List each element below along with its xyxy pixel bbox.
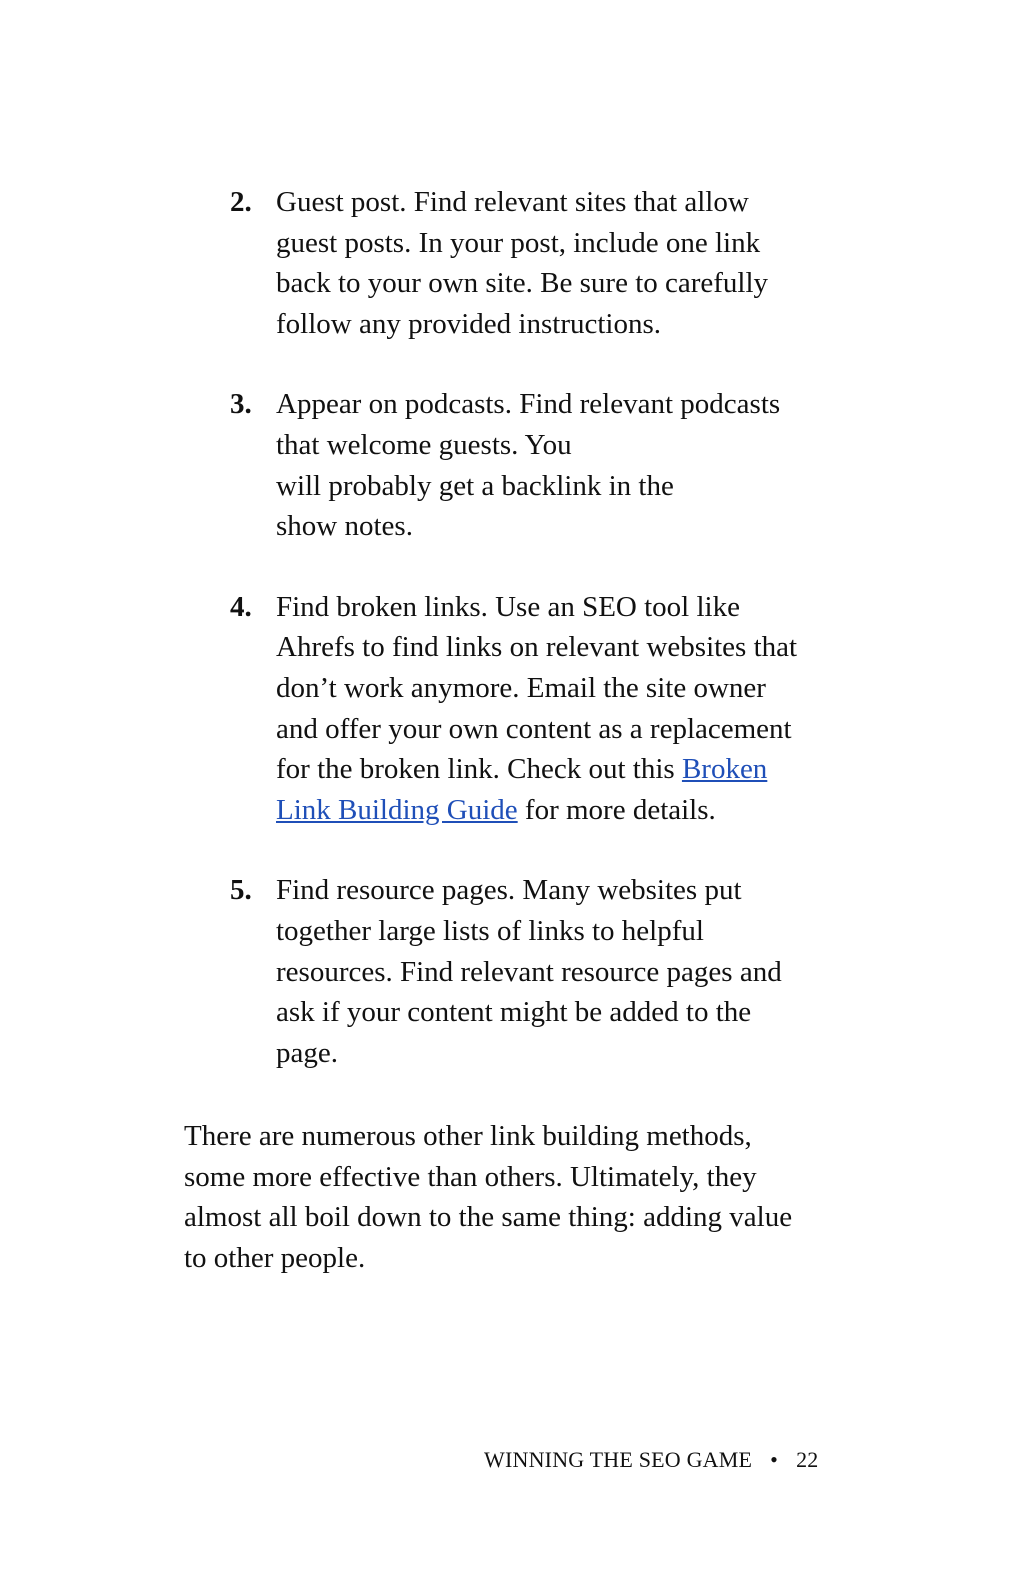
text-line: don’t work anymore. Email the site owner <box>276 671 766 704</box>
text-line: guest posts. In your post, include one link <box>276 226 761 259</box>
text-line: ask if your content might be added to the <box>276 996 752 1029</box>
text-line <box>276 749 850 790</box>
text-line: page. <box>276 1036 338 1069</box>
text-line: that welcome guests. You <box>276 428 572 461</box>
text-line: some more effective than others. Ultimately, they <box>184 1160 757 1193</box>
broken-link-guide-link[interactable]: Broken <box>681 753 768 786</box>
numbered-list <box>230 182 850 1113</box>
list-number: 5. <box>230 874 252 907</box>
text-line: together large lists of links to helpful <box>276 914 704 947</box>
text-line <box>276 790 850 831</box>
closing-paragraph <box>184 1116 864 1278</box>
list-number: 4. <box>230 590 252 623</box>
text-line: Ahrefs to find links on relevant websites that <box>276 631 798 664</box>
text-line: follow any provided instructions. <box>276 307 662 340</box>
text-fragment: for more details. <box>517 793 716 826</box>
list-item-text <box>276 182 850 344</box>
text-line: Find resource pages. Many websites put <box>276 874 742 907</box>
page-footer <box>484 1447 818 1473</box>
text-line: Appear on podcasts. Find relevant podcasts <box>276 388 781 421</box>
text-line: to other people. <box>184 1241 366 1274</box>
text-line: resources. Find relevant resource pages and <box>276 955 782 988</box>
text-line: Guest post. Find relevant sites that allow <box>276 186 749 218</box>
text-line: There are numerous other link building methods, <box>184 1120 752 1152</box>
broken-link-guide-link[interactable]: Link Building Guide <box>276 793 518 826</box>
page-number: 22 <box>796 1447 819 1472</box>
text-line: and offer your own content as a replacement <box>276 712 792 745</box>
text-line: Find broken links. Use an SEO tool like <box>276 590 740 623</box>
list-item <box>230 384 850 546</box>
list-number: 2. <box>230 186 252 218</box>
footer-separator: • <box>770 1447 779 1472</box>
text-line: show notes. <box>276 510 413 543</box>
book-title: WINNING THE SEO GAME <box>484 1447 753 1472</box>
list-item <box>230 182 850 344</box>
list-item-text <box>276 870 850 1073</box>
list-number: 3. <box>230 388 252 421</box>
list-item-text <box>276 587 850 831</box>
list-item <box>230 587 850 831</box>
list-item <box>230 870 850 1073</box>
text-line: will probably get a backlink in the <box>276 469 674 502</box>
text-fragment: for the broken link. Check out this <box>276 753 682 786</box>
text-line: back to your own site. Be sure to carefully <box>276 267 769 300</box>
list-item-text <box>276 384 850 546</box>
text-line: almost all boil down to the same thing: adding value <box>184 1201 793 1234</box>
